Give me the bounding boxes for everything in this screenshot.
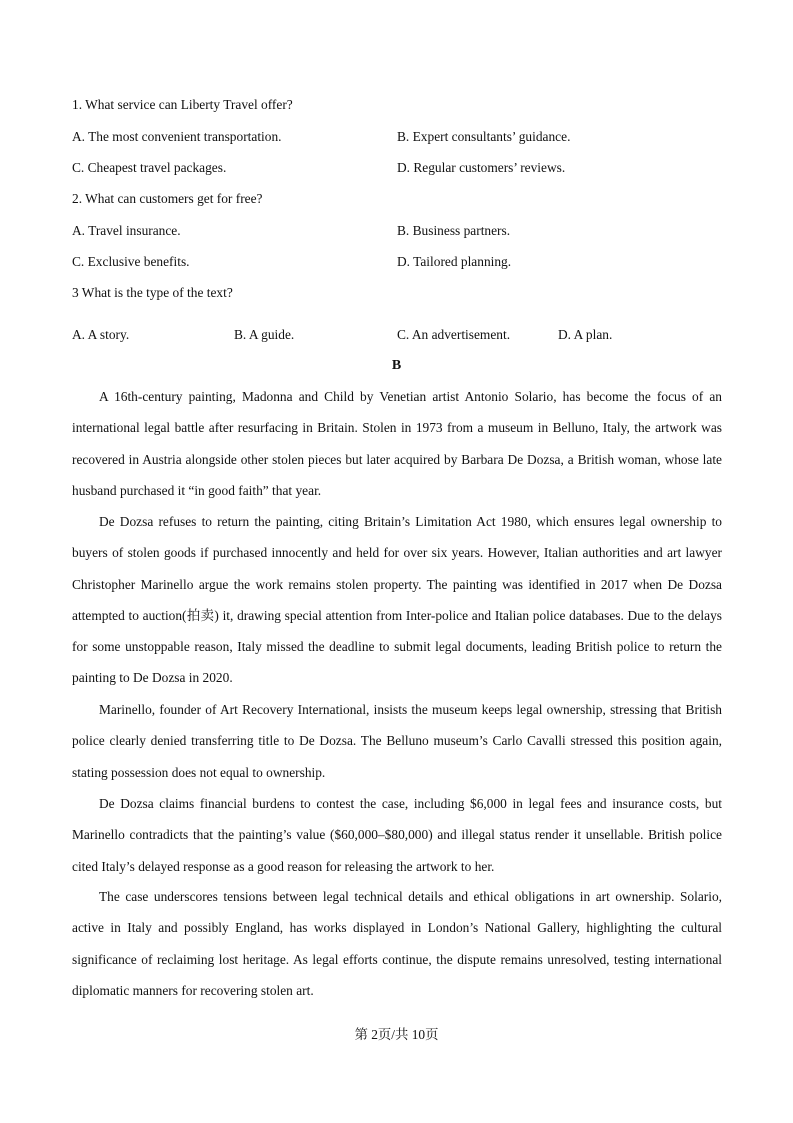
question-2-stem: 2. What can customers get for free? [72, 191, 263, 206]
page-number-footer: 第 2页/共 10页 [354, 1027, 439, 1042]
question-3-option-d: D. A plan. [558, 327, 613, 342]
passage-paragraph-4: De Dozsa claims financial burdens to contest the case, including $6,000 in legal fees and insurance costs, but Marinello contradicts that the painting’s value ($60,000–$80,000) and illegal status render it unsellable. British police cited Italy’s delayed response as a good reason for releasing the artwork to her. [72, 796, 722, 874]
question-1-option-a: A. The most convenient transportation. [72, 129, 282, 144]
question-1-stem: 1. What service can Liberty Travel offer? [72, 97, 293, 112]
question-3-option-a: A. A story. [72, 327, 130, 342]
question-2-option-c: C. Exclusive benefits. [72, 254, 190, 269]
question-3-option-b: B. A guide. [234, 327, 295, 342]
question-3-option-c: C. An advertisement. [397, 327, 511, 342]
question-2-option-b: B. Business partners. [397, 223, 511, 238]
passage-paragraph-3: Marinello, founder of Art Recovery International, insists the museum keeps legal ownership, stressing that British police clearly denied transferring title to De Dozsa. The Belluno museum’s Carlo Cavalli stressed this position again, stating possession does not equal to ownership. [72, 702, 722, 780]
question-1-option-d: D. Regular customers’ reviews. [397, 160, 566, 175]
question-1-option-b: B. Expert consultants’ guidance. [397, 129, 571, 144]
question-2-option-d: D. Tailored planning. [397, 254, 512, 269]
passage-paragraph-1: A 16th-century painting, Madonna and Child by Venetian artist Antonio Solario, has become the focus of an international legal battle after resurfacing in Britain. Stolen in 1973 from a museum in Belluno, Italy, the artwork was recovered in Austria alongside other stolen pieces but later acquired by Barbara De Dozsa, a British woman, whose late husband purchased it “in good faith” that year. [72, 389, 722, 498]
question-1-option-c: C. Cheapest travel packages. [72, 160, 227, 175]
question-3-stem: 3 What is the type of the text? [72, 285, 233, 300]
passage-paragraph-2: De Dozsa refuses to return the painting, citing Britain’s Limitation Act 1980, which ensures legal ownership to buyers of stolen goods if purchased innocently and held for over six years. However, Italian authorities and art lawyer Christopher Marinello argue the work remains stolen property. The painting was identified in 2017 when De Dozsa attempted to auction(拍卖) it, drawing special attention from Inter-police and Italian police databases. Due to the delays for some unstoppable reason, Italy missed the deadline to submit legal documents, leading British police to return the painting to De Dozsa in 2020. [72, 514, 722, 686]
question-2-option-a: A. Travel insurance. [72, 223, 181, 238]
passage-paragraph-5: The case underscores tensions between legal technical details and ethical obligations in art ownership. Solario, active in Italy and possibly England, has works displayed in London’s National Gallery, highlighting the cultural significance of reclaiming lost heritage. As legal efforts continue, the dispute remains unresolved, testing international diplomatic manners for recovering stolen art. [72, 889, 722, 998]
section-b-title: B [391, 358, 402, 373]
